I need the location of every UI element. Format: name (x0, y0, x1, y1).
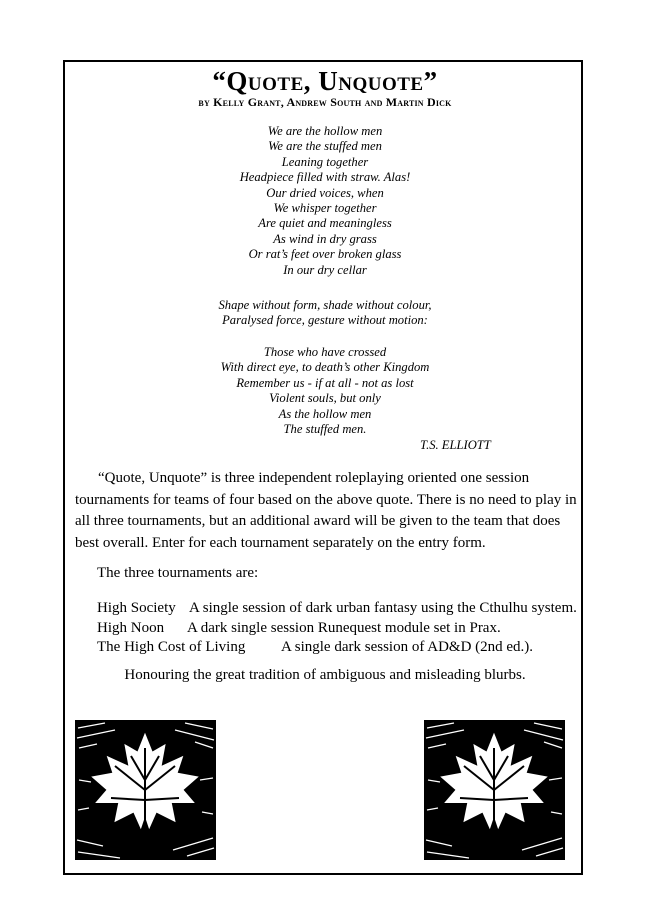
tournament-row (97, 600, 577, 617)
poem-stanza-2 (0, 298, 650, 329)
tournament-row (97, 620, 501, 637)
poem-line: With direct eye, to death’s other Kingdom (220, 360, 430, 375)
poem-line: Shape without form, shade without colour, (218, 298, 432, 312)
poem-line: We are the stuffed men (268, 139, 382, 154)
poem-line: The stuffed men. (283, 422, 367, 437)
poem-line: Are quiet and meaningless (258, 216, 392, 231)
poem-line: We whisper together (273, 201, 377, 216)
poem-stanza-3 (0, 345, 650, 437)
tournaments-lead: The three tournaments are: (97, 565, 259, 581)
intro-line: all three tournaments, but an additional award will be given to the team that does (75, 513, 561, 529)
tournament-name: The High Cost of Living (97, 639, 246, 655)
tournament-name: High Society (97, 600, 176, 616)
poem-line: Our dried voices, when (266, 185, 384, 200)
tournament-desc: A single dark session of AD&D (2nd ed.). (281, 639, 534, 655)
intro-line: best overall. Enter for each tournament separately on the entry form. (75, 534, 486, 551)
poem-line: We are the hollow men (267, 124, 383, 138)
poem-author: T.S. ELLIOTT (420, 438, 491, 452)
page-title: “Quote, Unquote” (212, 66, 438, 96)
tagline: Honouring the great tradition of ambiguous and misleading blurbs. (124, 667, 526, 683)
tournament-desc: A single session of dark urban fantasy using the Cthulhu system. (189, 600, 577, 616)
poem-line: As the hollow men (278, 406, 372, 421)
poem-line: Leaning together (281, 154, 369, 169)
intro-line: “Quote, Unquote” is three independent roleplaying oriented one session (98, 470, 530, 486)
poem-line: Violent souls, but only (269, 391, 381, 406)
poem-stanza-1 (0, 124, 650, 278)
poem-line: Or rat’s feet over broken glass (248, 247, 402, 262)
tournament-name: High Noon (97, 620, 165, 636)
tournament-desc: A dark single session Runequest module set in Prax. (187, 620, 501, 636)
maple-leaf-woodcut-icon (75, 720, 216, 860)
author-byline: by Kelly Grant, Andrew South and Martin Dick (198, 95, 452, 109)
poem-line: In our dry cellar (283, 262, 367, 277)
maple-leaf-woodcut-icon (424, 720, 565, 860)
intro-line: tournaments for teams of four based on the above quote. There is no need to play in (75, 491, 577, 508)
intro-paragraph (75, 468, 575, 554)
tournament-row (97, 639, 533, 656)
poem-line: Remember us - if at all - not as lost (236, 375, 414, 390)
poem-line: Headpiece filled with straw. Alas! (239, 170, 411, 185)
poem-line: Those who have crossed (263, 345, 387, 359)
poem-line: Paralysed force, gesture without motion: (222, 313, 428, 328)
poem-line: As wind in dry grass (273, 231, 377, 246)
